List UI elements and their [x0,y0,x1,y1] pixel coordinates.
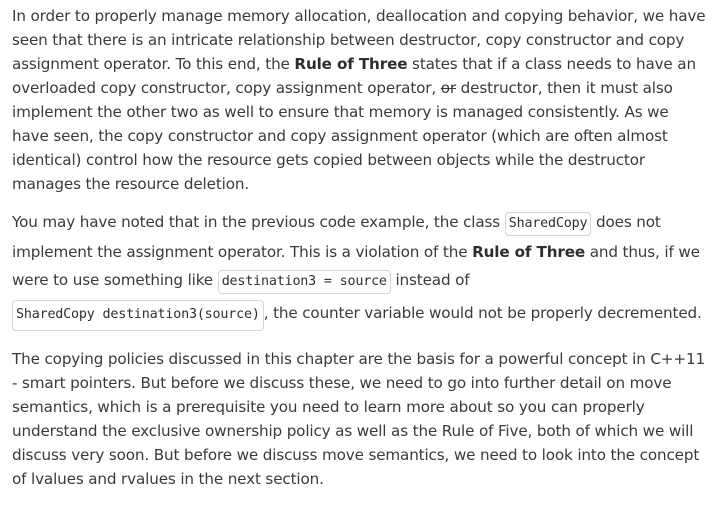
paragraph2-text-4: instead of [390,271,470,289]
article-body [12,4,708,491]
paragraph3-text: The copying policies discussed in this chapter are the basis for a powerful concept in C++11 - smart pointers. But before we discuss these, we need to go into further detail on move semantics, which is a prerequisite you need to learn more about so you can properly understand the exclusive ownership policy as well as the Rule of Five, both of which we will discuss very soon. But before we discuss move semantics, we need to look into the concept of lvalues and rvalues in the next section. [12,350,705,488]
inline-code-assignment: destination3 = source [218,270,391,294]
paragraph1-text-1: In order to properly manage memory allocation, deallocation and copying behavior, we have seen that there is an intricate relationship between destructor, copy constructor and copy assignment operator. To this end, the [12,7,706,73]
strikethrough-or: or [440,79,456,97]
rule-of-three-bold-2: Rule of Three [472,243,586,261]
paragraph-rule-of-three [12,4,708,196]
inline-code-copy-construct: SharedCopy destination3(source) [12,300,264,331]
paragraph-smart-pointers [12,347,708,491]
inline-code-sharedcopy: SharedCopy [505,212,592,236]
paragraph2-text-2: does not implement the assignment operator. This is a violation of the [12,213,661,261]
paragraph2-text-1: You may have noted that in the previous code example, the class [12,213,505,231]
paragraph2-text-5: , the counter variable would not be properly decremented. [263,304,702,322]
paragraph1-text-3: destructor, then it must also implement the other two as well to ensure that memory is managed consistently. As we have seen, the copy constructor and copy assignment operator (which are often almost identical) control how the resource gets copied between objects while the destructor manages the resource deletion. [12,79,673,193]
paragraph-shared-copy [12,208,708,335]
rule-of-three-bold: Rule of Three [294,55,408,73]
paragraph2-text-3: and thus, if we were to use something like [12,243,700,289]
paragraph1-text-2: states that if a class needs to have an overloaded copy constructor, copy assignment operator, [12,55,696,97]
